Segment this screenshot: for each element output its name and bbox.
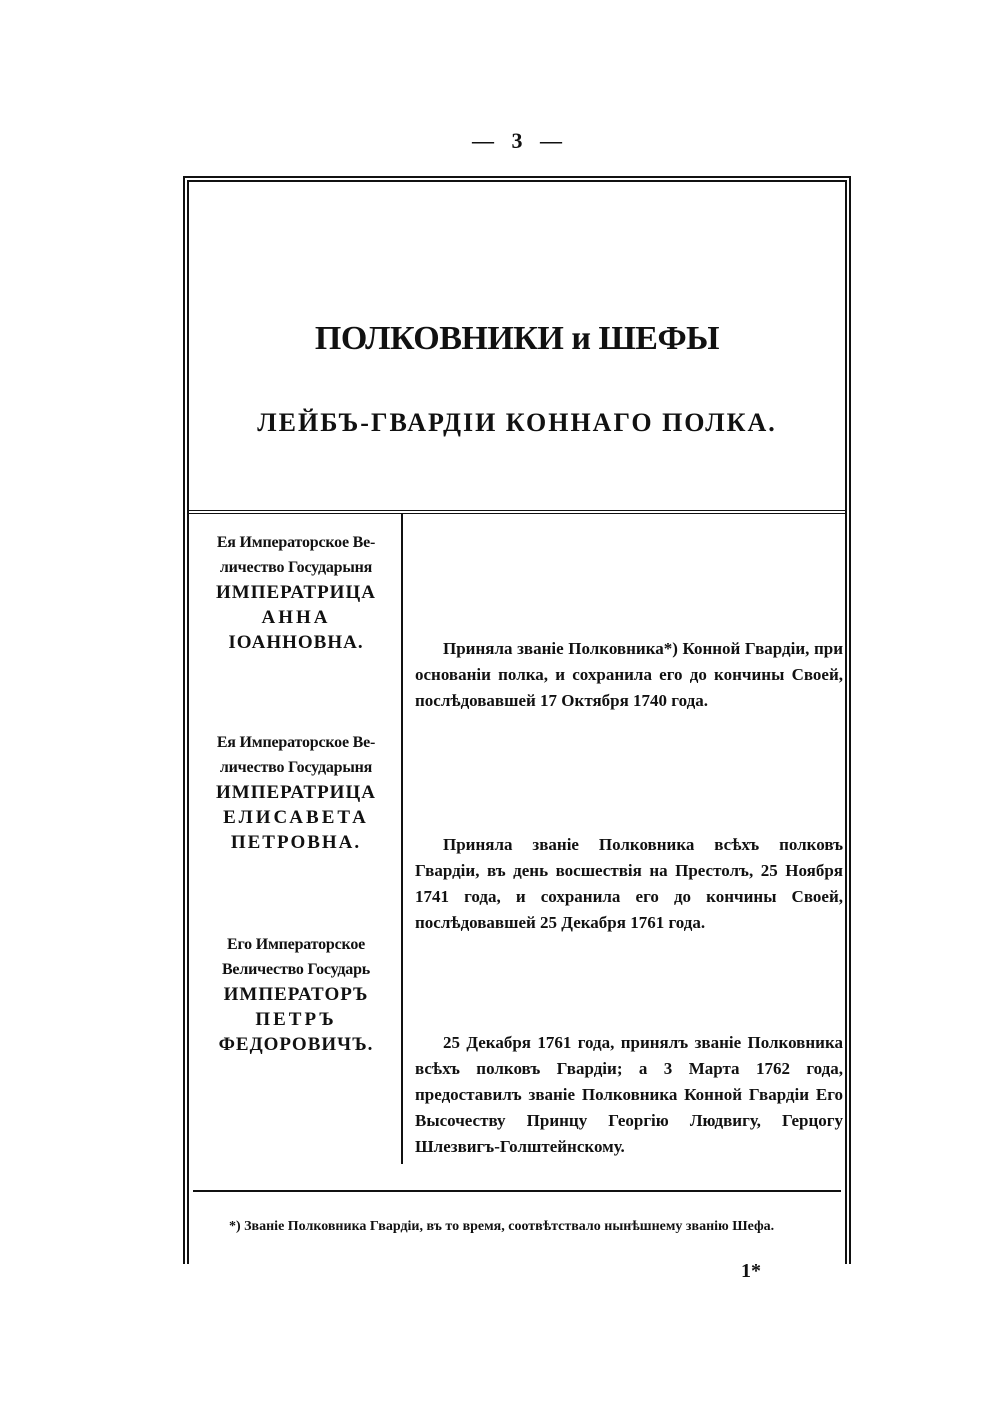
entry-1-name1: АННА <box>261 607 331 628</box>
column-divider <box>401 514 403 1164</box>
entry-1-name2: ІОАННОВНА. <box>228 632 364 653</box>
footnote-rule <box>193 1190 841 1192</box>
entry-2-text: Приняла званіе Полковника всѣхъ полковъ Гвардіи, въ день восшествія на Престолъ, 25 Ноября 1741 года, и сохранила его до кончины Своей, послѣдовавшей 25 Декабря 1761 года. <box>415 835 843 932</box>
entry-3-line2: Величество Государь <box>221 961 371 978</box>
entry-1-text: Приняла званіе Полковника*) Конной Гвардіи, при основаніи полка, и сохранила его до кончины Своей, послѣдовавшей 17 Октября 1740 года. <box>415 639 843 710</box>
entry-1-name <box>193 530 399 655</box>
entry-3-line1: Его Императорское <box>226 936 366 953</box>
entry-2-title: ИМПЕРАТРИЦА <box>216 782 376 803</box>
entry-3-name1: ПЕТРЪ <box>255 1009 337 1030</box>
entry-1-line1: Ея Императорское Ве- <box>216 534 376 551</box>
entry-3-name2: ФЕДОРОВИЧЪ. <box>218 1034 374 1055</box>
signature-mark: 1* <box>741 1260 761 1282</box>
subtitle: ЛЕЙБЪ-ГВАРДІИ КОННАГО ПОЛКА. <box>257 408 777 437</box>
entry-3-text: 25 Декабря 1761 года, принялъ званіе Полковника всѣхъ полковъ Гвардіи; а 3 Марта 1762 года, предоставилъ званіе Полковника Конной Гвардіи Его Высочеству Принцу Георгію Людвигу, Герцогу Шлезвигъ-Голштейнскому. <box>415 1033 843 1156</box>
entry-3-name <box>193 932 399 1057</box>
page-number: — 3 — <box>472 128 568 153</box>
title-block <box>189 182 845 514</box>
entry-1-line2: личество Государыня <box>219 559 373 576</box>
entry-2-name1: ЕЛИСАВЕТА <box>223 807 369 828</box>
entry-3-title: ИМПЕРАТОРЪ <box>223 984 369 1005</box>
entry-2-line2: личество Государыня <box>219 759 373 776</box>
entry-2-line1: Ея Императорское Ве- <box>216 734 376 751</box>
entry-2-name <box>193 730 399 855</box>
page-frame <box>183 176 851 1282</box>
main-title: ПОЛКОВНИКИ и ШЕФЫ <box>314 320 720 357</box>
entry-2-name2: ПЕТРОВНА. <box>230 832 362 853</box>
entry-1-title: ИМПЕРАТРИЦА <box>216 582 376 603</box>
footnote: *) Званіе Полковника Гвардіи, въ то время, соотвѣтствало нынѣшнему званію Шефа. <box>229 1219 775 1234</box>
